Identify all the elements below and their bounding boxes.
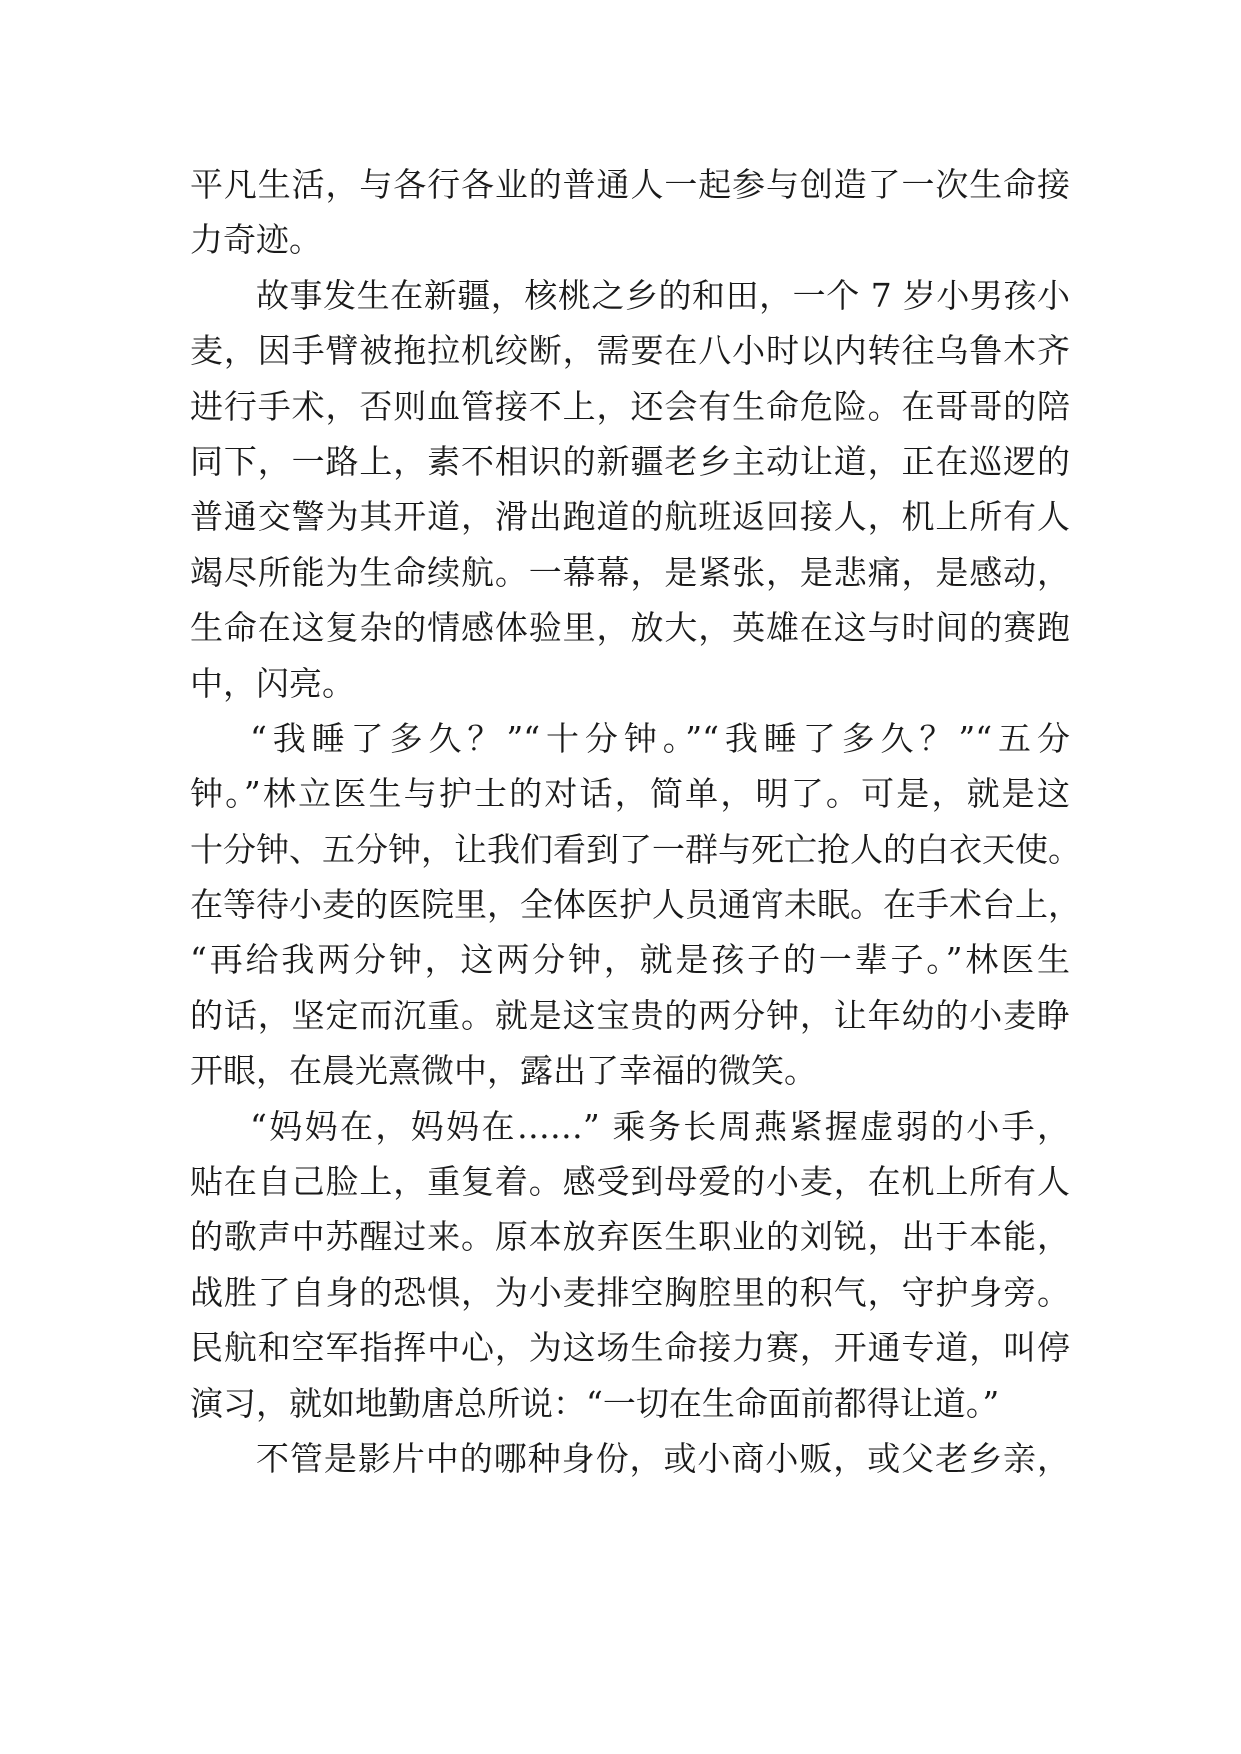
text-line: “妈妈在，妈妈在……” 乘务长周燕紧握虚弱的小手， [250, 1106, 1070, 1146]
text-line: 战胜了自身的恐惧，为小麦排空胸腔里的积气，守护身旁。 [190, 1272, 1070, 1312]
text-line: 的话，坚定而沉重。就是这宝贵的两分钟，让年幼的小麦睁 [190, 995, 1070, 1035]
text-line: 开眼，在晨光熹微中，露出了幸福的微笑。 [190, 1051, 817, 1091]
text-line: 同下，一路上，素不相识的新疆老乡主动让道，正在巡逻的 [190, 441, 1070, 481]
text-line: 平凡生活，与各行各业的普通人一起参与创造了一次生命接 [190, 165, 1070, 204]
text-line: 的歌声中苏醒过来。原本放弃医生职业的刘锐，出于本能， [190, 1217, 1070, 1257]
text-line: 麦，因手臂被拖拉机绞断，需要在八小时以内转往乌鲁木齐 [190, 331, 1070, 371]
text-line: 在等待小麦的医院里，全体医护人员通宵未眠。在手术台上， [190, 885, 1081, 925]
text-line: 中，闪亮。 [190, 663, 355, 703]
text-line: 竭尽所能为生命续航。一幕幕，是紧张，是悲痛，是感动， [190, 552, 1070, 592]
text-line: 普通交警为其开道，滑出跑道的航班返回接人，机上所有人 [190, 497, 1070, 537]
text-line: 演习，就如地勤唐总所说：“一切在生命面前都得让道。” [190, 1383, 1000, 1423]
text-line: 进行手术，否则血管接不上，还会有生命危险。在哥哥的陪 [190, 386, 1070, 426]
article-body [190, 157, 1081, 1486]
text-line: 生命在这复杂的情感体验里，放大，英雄在这与时间的赛跑 [190, 608, 1070, 648]
text-line: “我睡了多久？”“十分钟。”“我睡了多久？”“五分 [250, 718, 1070, 758]
text-line: “再给我两分钟，这两分钟，就是孩子的一辈子。”林医生 [190, 940, 1070, 980]
text-line: 不管是影片中的哪种身份，或小商小贩，或父老乡亲， [256, 1438, 1070, 1478]
text-line: 民航和空军指挥中心，为这场生命接力赛，开通专道，叫停 [190, 1328, 1070, 1368]
text-line: 贴在自己脸上，重复着。感受到母爱的小麦，在机上所有人 [190, 1162, 1070, 1202]
text-line: 十分钟、五分钟，让我们看到了一群与死亡抢人的白衣天使。 [190, 829, 1081, 869]
text-line: 力奇迹。 [190, 220, 322, 260]
text-line: 故事发生在新疆，核桃之乡的和田，一个 7 岁小男孩小 [256, 275, 1070, 315]
text-line: 钟。”林立医生与护士的对话，简单，明了。可是，就是这 [190, 774, 1070, 814]
